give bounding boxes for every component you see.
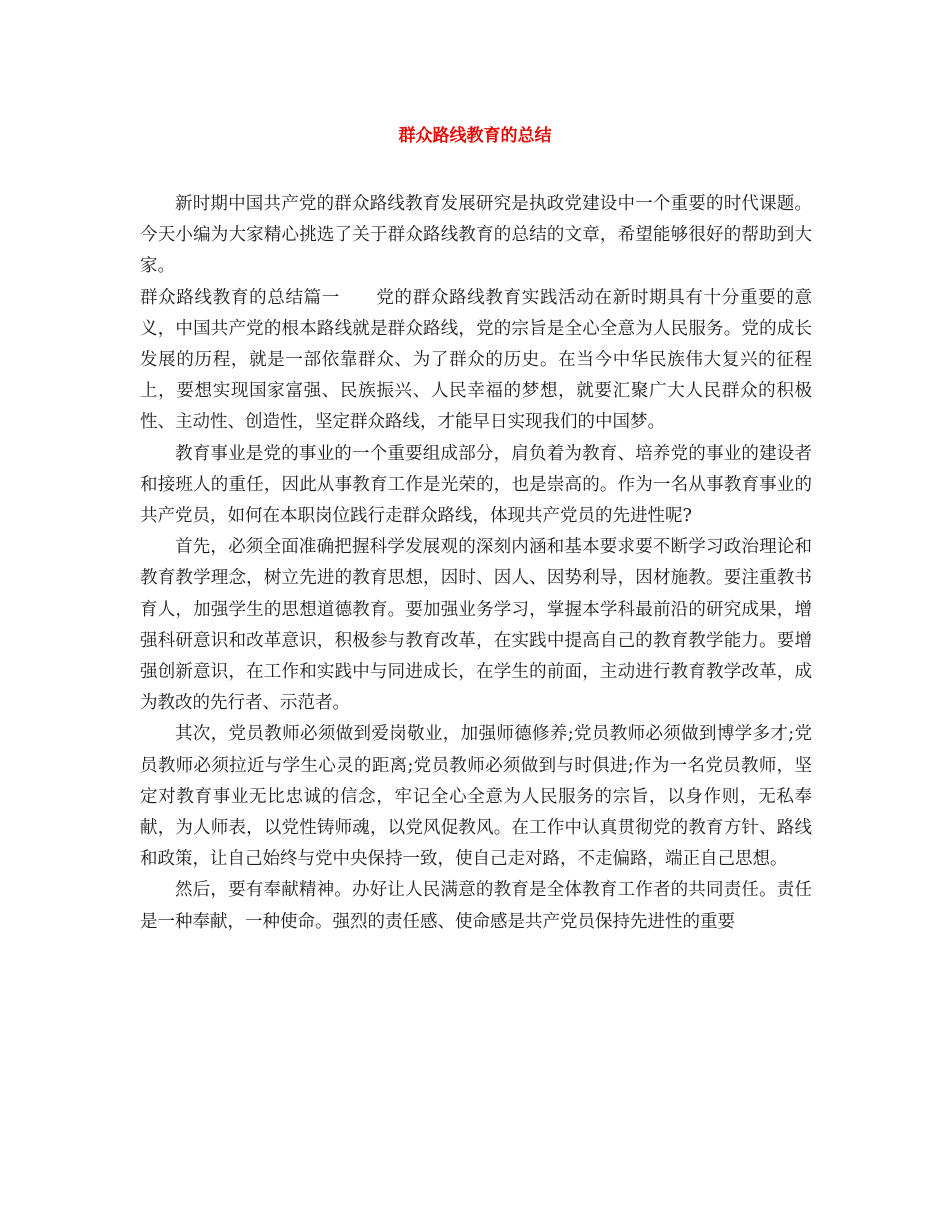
document-body xyxy=(140,189,812,938)
paragraph-intro: 新时期中国共产党的群众路线教育发展研究是执政党建设中一个重要的时代课题。今天小编为大家精心挑选了关于群众路线教育的总结的文章，希望能够很好的帮助到大家。 xyxy=(140,194,812,277)
paragraph-first: 首先，必须全面准确把握科学发展观的深刻内涵和基本要求要不断学习政治理论和教育教学理念，树立先进的教育思想，因时、因人、因势利导，因材施教。要注重教书育人，加强学生的思想道德教育。要加强业务学习，掌握本学科最前沿的研究成果，增强科研意识和改革意识，积极参与教育改革，在实践中提高自己的教育教学能力。要增强创新意识，在工作和实践中与同进成长，在学生的前面，主动进行教育教学改革，成为教改的先行者、示范者。 xyxy=(140,537,812,714)
paragraph-section-one: 群众路线教育的总结篇一 党的群众路线教育实践活动在新时期具有十分重要的意义，中国共产党的根本路线就是群众路线，党的宗旨是全心全意为人民服务。党的成长发展的历程，就是一部依靠群众、为了群众的历史。在当今中华民族伟大复兴的征程上，要想实现国家富强、民族振兴、人民幸福的梦想，就要汇聚广大人民群众的积极性、主动性、创造性，坚定群众路线，才能早日实现我们的中国梦。 xyxy=(140,287,812,433)
document-title: 群众路线教育的总结 xyxy=(398,126,552,146)
paragraph-then: 然后，要有奉献精神。办好让人民满意的教育是全体教育工作者的共同责任。责任是一种奉献，一种使命。强烈的责任感、使命感是共产党员保持先进性的重要 xyxy=(140,880,812,932)
paragraph-education-cause: 教育事业是党的事业的一个重要组成部分，肩负着为教育、培养党的事业的建设者和接班人的重任，因此从事教育工作是光荣的，也是崇高的。作为一名从事教育事业的共产党员，如何在本职岗位践行走群众路线，体现共产党员的先进性呢? xyxy=(140,443,812,527)
paragraph-second: 其次，党员教师必须做到爱岗敬业，加强师德修养;党员教师必须做到博学多才;党员教师必须拉近与学生心灵的距离;党员教师必须做到与时俱进;作为一名党员教师，坚定对教育事业无比忠诚的信念，牢记全心全意为人民服务的宗旨，以身作则，无私奉献，为人师表，以党性铸师魂，以党风促教风。在工作中认真贯彻党的教育方针、路线和政策，让自己始终与党中央保持一致，使自己走对路，不走偏路，端正自己思想。 xyxy=(140,724,812,870)
